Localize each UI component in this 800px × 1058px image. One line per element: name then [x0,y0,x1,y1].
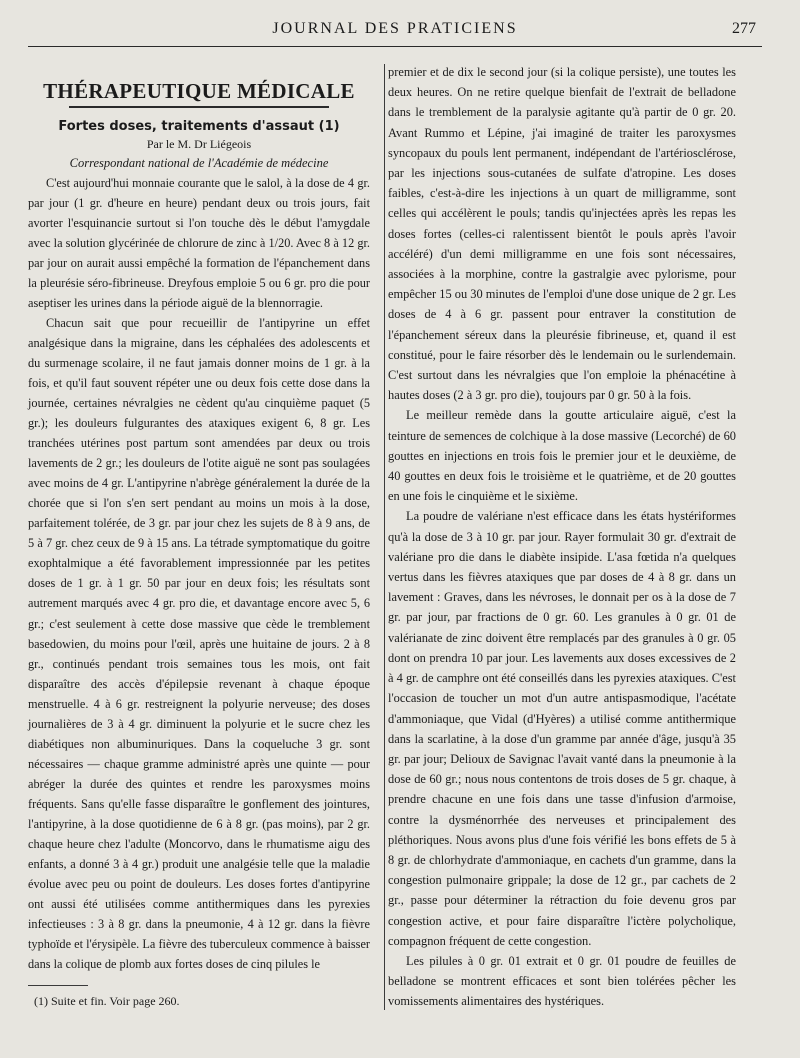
paragraph: Chacun sait que pour recueillir de l'antipyrine un effet analgésique dans la migraine, dans les céphalées des adolescents et du surmenage scolaire, il ne faut jamais donner moins de 1 gr. à la fois, et qu'il faut souvent répéter une ou deux fois cette dose dans la journée, certaines névralgies ne cèdent qu'au cinquième paquet (5 gr.); les douleurs fulgurantes des ataxiques exigent 6, 8 gr. Les tranchées utérines post partum sont amendées par deux ou trois lavements de 2 gr.; les douleurs de l'otite aiguë ne sont pas soulagées avec moins de 4 gr. L'antipyrine n'abrège généralement la durée de la chorée que si l'on s'en sert pendant au moins un mois à la dose, parfaitement tolérée, de 3 gr. par jour chez les sujets de 8 à 9 ans, de 5 à 7 gr. chez ceux de 9 à 15 ans. La tétrade symptomatique du goitre exophtalmique a été favorablement impressionnée par les petites doses de 1 gr. à 1 gr. 50 par jour en deux fois; les résultats sont autrement marqués avec 4 gr. pro die, et davantage encore avec 5, 6 gr.; c'est seulement à cette dose massive que cède le tremblement basedowien, du moins pour l'œil, après une huitaine de jours. 2 à 8 gr., continués pendant trois semaines tous les mois, ont fait disparaître des accès d'épilepsie revenant à chaque époque menstruelle. 4 à 6 gr. restreignent la polyurie nerveuse; des doses journalières de 3 à 4 gr. diminuent la polyurie et le sucre chez les diabétiques non albuminuriques. Dans la coqueluche 3 gr. sont nécessaires — chaque gramme administré après une quinte — pour abréger la durée des quintes et rendre les paroxysmes moins fréquents. Sans qu'elle fasse disparaître le gonflement des jointures, l'antipyrine, à la dose quotidienne de 6 à 8 gr. (pas moins), par 2 gr. chaque heure chez l'adulte (Moncorvo, dans le rhumatisme aigu des enfants, a donné 3 à 4 gr.) produit une analgésie telle que la maladie évolue avec peu ou point de douleurs. Les doses fortes d'antipyrine ont aussi été utilisées comme antithermiques dans les pyrexies infectieuses : 3 à 8 gr. dans la pneumonie, 4 à 12 gr. dans la fièvre typhoïde et l'érysipèle. La fièvre des tuberculeux commence à baisser dans la colique de plomb aux fortes doses de cinq pilules le [28,315,370,972]
article-title: Fortes doses, traitements d'assaut (1) [58,118,340,134]
paragraph: C'est aujourd'hui monnaie courante que le salol, à la dose de 4 gr. par jour (1 gr. d'heure en heure) pendant deux ou trois jours, fait avorter l'esquinancie surtout si l'on touche dès le début l'amygdale avec la solution glycérinée de chlorure de zinc à 1/20. Avec 8 à 12 gr. par jour on aurait aussi empêché la formation de l'épanchement dans la pleurésie séro-fibrineuse. Dreyfous emploie 5 ou 6 gr. pro die pour aseptiser les urines dans la période aiguë de la blennorragie. [28,175,370,310]
footnote: (1) Suite et fin. Voir page 260. [34,994,180,1008]
footnote-rule [28,985,88,986]
paragraph: La poudre de valériane n'est efficace dans les états hystériformes qu'à la dose de 3 à 10 gr. par jour. Rayer formulait 30 gr. d'extrait de valériane pro die dans le diabète insipide. L'asa fœtida n'a quelques vertus dans les fièvres ataxiques que par doses de 4 à 8 gr. dans un lavement : Graves, dans les névroses, le donnait per os à la dose de 7 gr. par jour, par fractions de 0 gr. 60. Les granules à 0 gr. 01 de valérianate de zinc doivent être remplacés par des granules à 0 gr. 05 dont on prendra 10 par jour. Les lavements aux doses excessives de 2 à 4 gr. de camphre ont été conseillés dans les pyrexies ataxiques. C'est l'occasion de toucher un mot d'un autre antispasmodique, l'acétate d'ammoniaque, que Vidal (d'Hyères) a utilisé comme antithermique dans la scarlatine, à la dose d'un gramme par année d'âge, jusqu'à 35 gr. par jour; Delioux de Savignac l'avait vanté dans la pneumonie à la dose de 60 gr.; nous nous contentons de trois doses de 5 gr. chaque, à prendre chacune en une fois dans une tasse d'infusion d'armoise, contre la dysménorrhée des nerveuses et principalement des pléthoriques. Nous avons plus d'une fois vérifié les bons effets de 5 à 8 gr. de chlorhydrate d'ammoniaque, en cachets d'un gramme, dans la congestion pulmonaire grippale; la dose de 12 gr., par cachets de 2 gr., passe pour déterminer la rétraction du foie devenu gros par congestion active, et pour faire disparaître l'ictère polycholique, compagnon fréquent de cette congestion. [388,509,736,948]
paragraph: Les pilules à 0 gr. 01 extrait et 0 gr. 01 poudre de feuilles de belladone se montrent efficaces et sont bien tolérées pêcher les vomissements alimentaires des hystériques. [388,953,736,1009]
page-number: 277 [732,20,756,37]
section-underline [69,106,329,108]
paragraph: premier et de dix le second jour (si la colique persiste), une toutes les deux heures. On ne retire quelque bienfait de l'extrait de belladone dans le tremblement de la paralysie agitante qu'à partir de 0 gr. 20. Avant Rummo et Lépine, j'ai imaginé de traiter les paroxysmes syncopaux du pouls lent permanent, indépendant de l'artériosclérose, par les injections sous-cutanées de sulfate d'atropine. Les doses faibles, c'est-à-dire les injections à un quart de milligramme, sont celles qui accélèrent le pouls; tandis qu'injectées après les repas les doses fortes (celles-ci ralentissent bientôt le pouls après l'avoir accéléré) d'un demi milligramme en une fois sont nécessaires, associées à la morphine, contre la gastralgie avec pylorisme, pour empêcher 15 ou 30 minutes de l'emploi d'une dose unique de 2 gr. Les doses de 4 à 6 gr. passent pour entraver la constitution de l'épanchement séreux dans la pleurésie fibrineuse, et, quand il est constitué, pour le faire résorber dès le lendemain ou le surlendemain. C'est surtout dans les névralgies que l'on emploie la phénacétine à hautes doses (2 à 3 gr. pro die), toujours par 0 gr. 50 à la fois. [388,65,736,403]
article-affiliation: Correspondant national de l'Académie de médecine [69,155,329,170]
right-column [388,62,736,1012]
left-column [28,62,370,974]
paragraph: Le meilleur remède dans la goutte articulaire aiguë, c'est la teinture de semences de colchique à la dose massive (Lecorché) de 60 gouttes en injections en trois fois le premier jour et le deuxième, de 40 gouttes en deux fois le troisième et le quatrième, et de 20 gouttes en une fois le cinquième et le sixième. [388,408,736,504]
column-divider [384,64,385,1010]
section-title: THÉRAPEUTIQUE MÉDICALE [43,79,355,103]
page-header [28,18,762,47]
running-title: JOURNAL DES PRATICIENS [272,20,518,37]
article-byline: Par le M. Dr Liégeois [146,136,252,151]
